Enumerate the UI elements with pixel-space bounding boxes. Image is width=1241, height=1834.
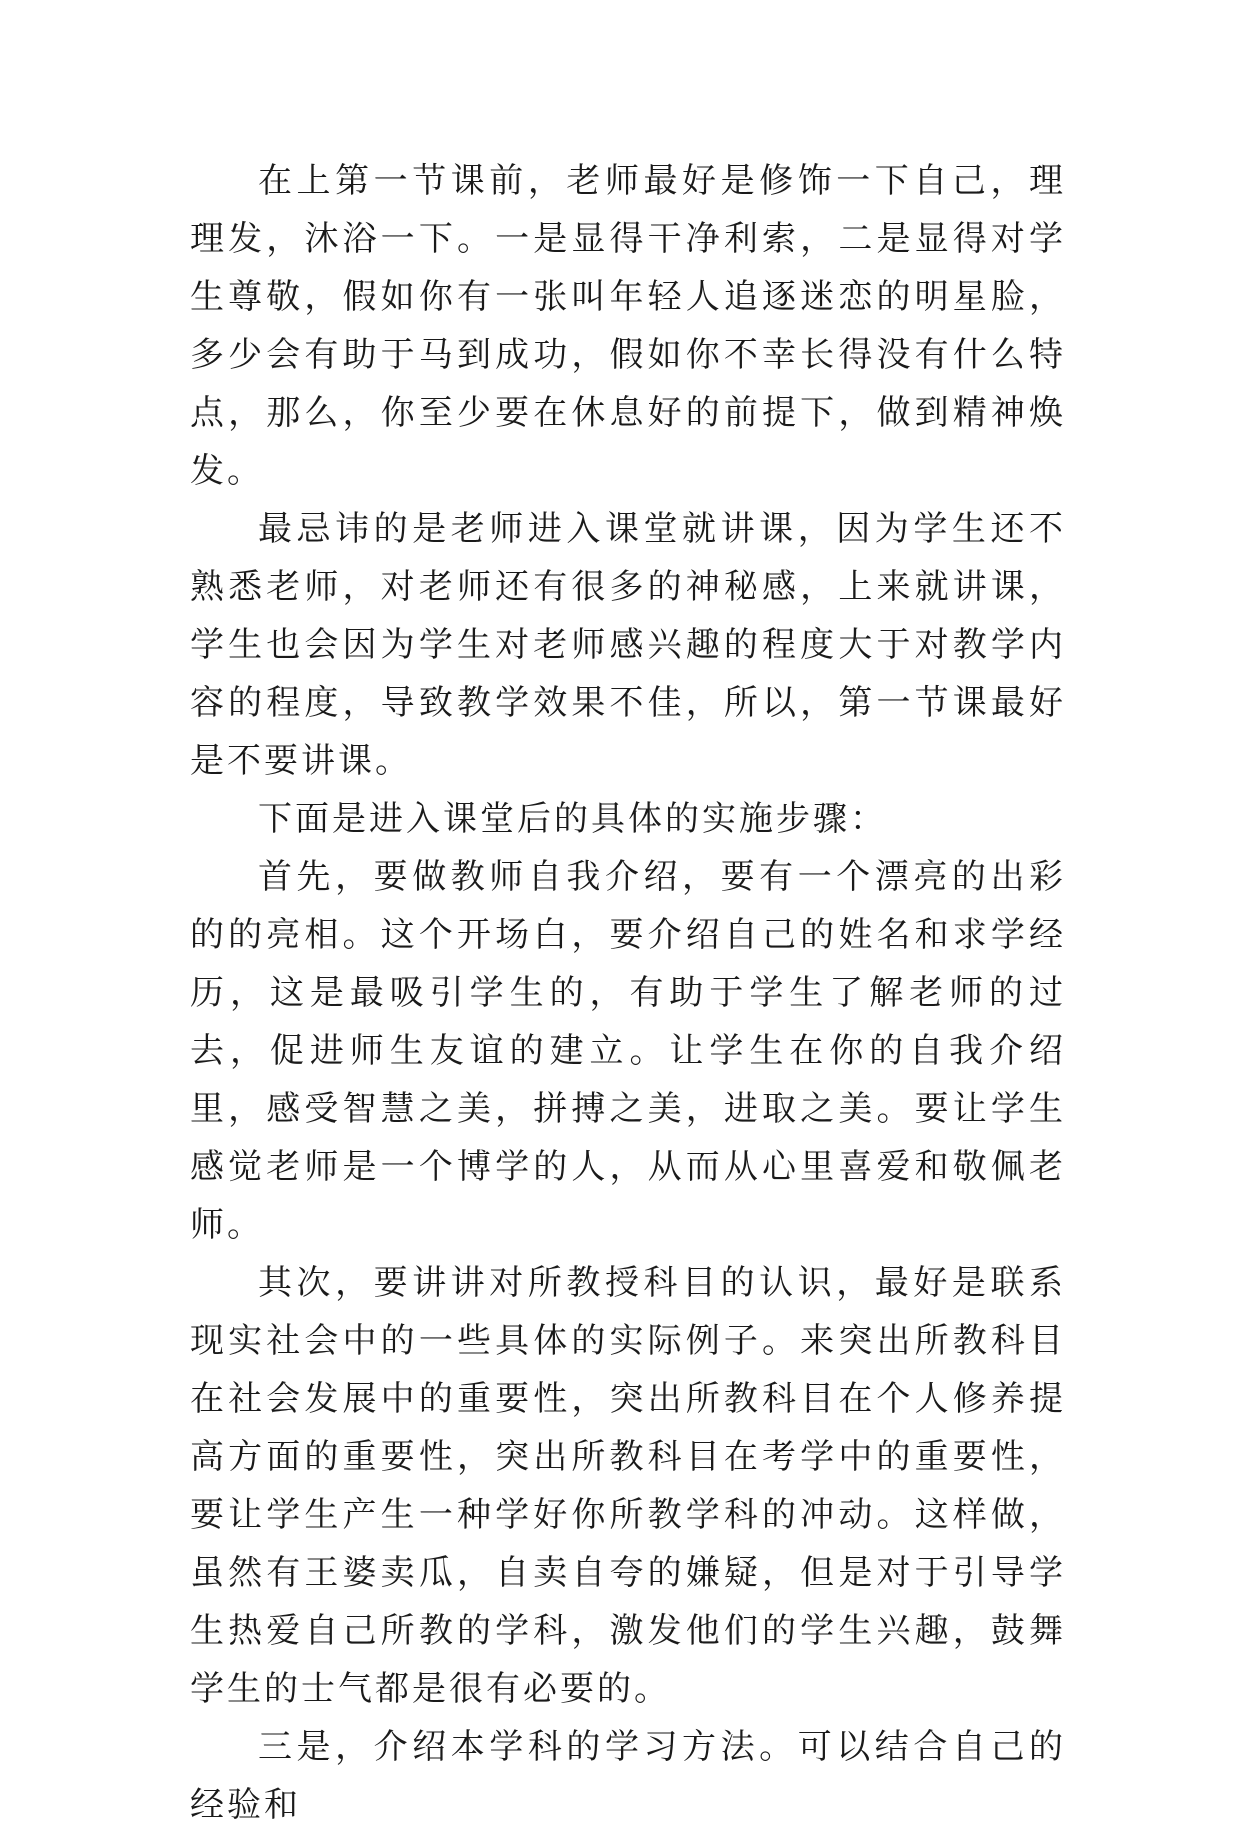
paragraph-6: 三是，介绍本学科的学习方法。可以结合自己的经验和	[190, 1727, 1066, 1825]
paragraph-1: 在上第一节课前，老师最好是修饰一下自己，理理发，沐浴一下。一是显得干净利索，二是显得对学生尊敬，假如你有一张叫年轻人追逐迷恋的明星脸，多少会有助于马到成功，假如你不幸长得没有什么特点，那么，你至少要在休息好的前提下，做到精神焕发。	[190, 161, 1066, 491]
paragraph-3: 下面是进入课堂后的具体的实施步骤：	[258, 799, 887, 839]
paragraph-2: 最忌讳的是老师进入课堂就讲课，因为学生还不熟悉老师，对老师还有很多的神秘感，上来就讲课，学生也会因为学生对老师感兴趣的程度大于对教学内容的程度，导致教学效果不佳，所以，第一节课最好是不要讲课。	[190, 509, 1066, 781]
document-body	[190, 152, 1066, 1834]
paragraph-5: 其次，要讲讲对所教授科目的认识，最好是联系现实社会中的一些具体的实际例子。来突出所教科目在社会发展中的重要性，突出所教科目在个人修养提高方面的重要性，突出所教科目在考学中的重要性，要让学生产生一种学好你所教学科的冲动。这样做，虽然有王婆卖瓜，自卖自夸的嫌疑，但是对于引导学生热爱自己所教的学科，激发他们的学生兴趣，鼓舞学生的士气都是很有必要的。	[190, 1263, 1066, 1709]
paragraph-4: 首先，要做教师自我介绍，要有一个漂亮的出彩的的亮相。这个开场白，要介绍自己的姓名和求学经历，这是最吸引学生的，有助于学生了解老师的过去，促进师生友谊的建立。让学生在你的自我介绍里，感受智慧之美，拼搏之美，进取之美。要让学生感觉老师是一个博学的人，从而从心里喜爱和敬佩老师。	[190, 857, 1066, 1245]
